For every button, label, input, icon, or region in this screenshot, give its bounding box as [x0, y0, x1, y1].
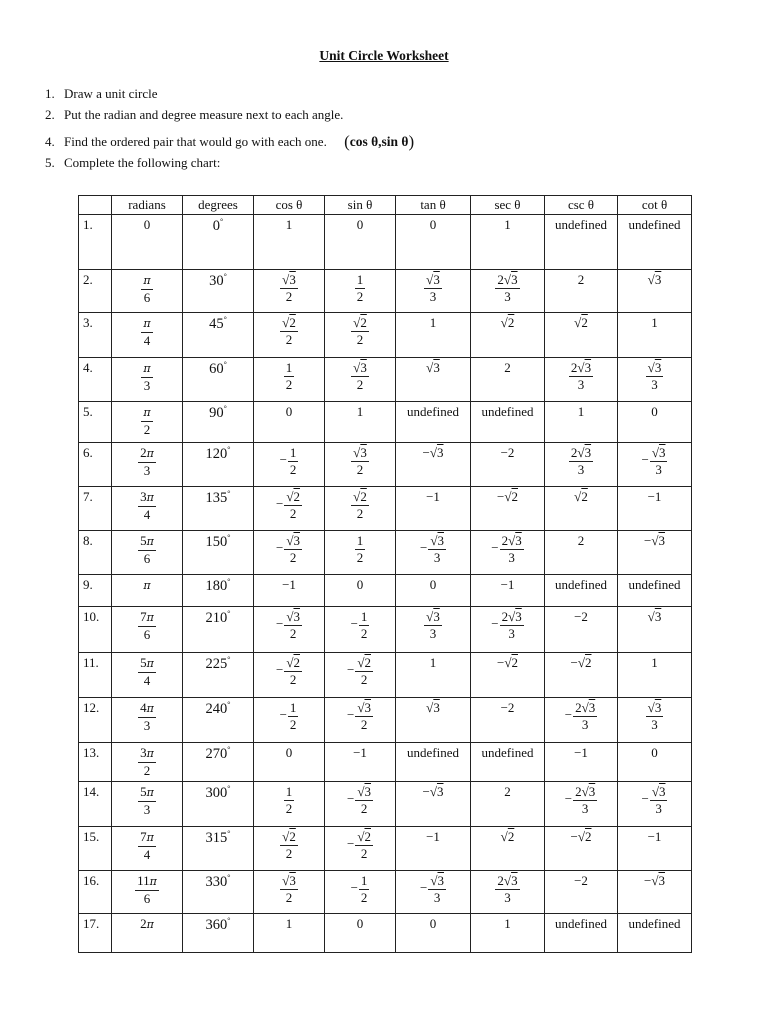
cell-cos: 1 — [254, 215, 325, 270]
table-row — [79, 531, 692, 575]
cell-sin: 0 — [325, 575, 396, 607]
header-cell: degrees — [183, 196, 254, 215]
cell-deg: 210° — [183, 607, 254, 653]
instruction-2 — [45, 107, 343, 123]
cell-cos: − $\frac{1}{2}$ — [254, 443, 325, 487]
cell-sec: −2 — [471, 698, 545, 743]
cell-cos: − $\frac{√3}{2}$ — [254, 531, 325, 575]
cell-csc: −2 — [545, 871, 618, 914]
cell-deg: 30° — [183, 270, 254, 313]
cell-sec: − $\frac{2√3}{3}$ — [471, 531, 545, 575]
instruction-number: 4. — [45, 134, 55, 149]
row-number: 12. — [79, 698, 112, 743]
header-cell: tan θ — [396, 196, 471, 215]
cell-sin: − $\frac{√3}{2}$ — [325, 782, 396, 827]
table-row — [79, 914, 692, 953]
cell-tan: −1 — [396, 827, 471, 871]
row-number: 10. — [79, 607, 112, 653]
cell-cos: − $\frac{1}{2}$ — [254, 698, 325, 743]
cell-sin: − $\frac{√2}{2}$ — [325, 827, 396, 871]
cell-rad: $\frac{3\pi}{2}$ — [112, 743, 183, 782]
cell-tan: 1 — [396, 653, 471, 698]
cell-tan: undefined — [396, 402, 471, 443]
cell-cos: $\frac{√2}{2}$ — [254, 827, 325, 871]
cell-cos: $\frac{√2}{2}$ — [254, 313, 325, 358]
cell-cos: $\frac{1}{2}$ — [254, 782, 325, 827]
row-number: 1. — [79, 215, 112, 270]
cell-cot: undefined — [618, 914, 692, 953]
cell-deg: 360° — [183, 914, 254, 953]
cell-rad: $\frac{5\pi}{4}$ — [112, 653, 183, 698]
worksheet-title: Unit Circle Worksheet — [319, 48, 449, 63]
cell-csc: $\frac{2√3}{3}$ — [545, 443, 618, 487]
cell-sec: 1 — [471, 215, 545, 270]
cell-tan: −√3 — [396, 782, 471, 827]
cell-cos: $\frac{√3}{2}$ — [254, 871, 325, 914]
cell-sec: √2 — [471, 827, 545, 871]
cell-rad: $\frac{\pi}{6}$ — [112, 270, 183, 313]
cell-tan: √3 — [396, 698, 471, 743]
header-cell — [79, 196, 112, 215]
cell-sec: undefined — [471, 743, 545, 782]
cell-rad: $\frac{11\pi}{6}$ — [112, 871, 183, 914]
table-row — [79, 698, 692, 743]
cell-cot: √3 — [618, 270, 692, 313]
cell-deg: 90° — [183, 402, 254, 443]
cell-tan: −1 — [396, 487, 471, 531]
cell-csc: undefined — [545, 215, 618, 270]
cell-cos: − $\frac{√3}{2}$ — [254, 607, 325, 653]
cell-tan: 0 — [396, 914, 471, 953]
table-header-row — [79, 196, 692, 215]
table-row — [79, 575, 692, 607]
cell-csc: −√2 — [545, 827, 618, 871]
cell-sin: $\frac{√2}{2}$ — [325, 313, 396, 358]
row-number: 16. — [79, 871, 112, 914]
row-number: 9. — [79, 575, 112, 607]
cell-sec: − $\frac{2√3}{3}$ — [471, 607, 545, 653]
cell-csc: −1 — [545, 743, 618, 782]
row-number: 14. — [79, 782, 112, 827]
cell-tan: − $\frac{√3}{3}$ — [396, 531, 471, 575]
cell-cot: 0 — [618, 402, 692, 443]
cell-rad: 0 — [112, 215, 183, 270]
cell-deg: 180° — [183, 575, 254, 607]
instruction-number: 1. — [45, 86, 55, 101]
cell-cot: $\frac{√3}{3}$ — [618, 358, 692, 402]
header-cell: sin θ — [325, 196, 396, 215]
cell-sec: √2 — [471, 313, 545, 358]
cell-sin: 0 — [325, 914, 396, 953]
table-row — [79, 607, 692, 653]
cell-sin: 1 — [325, 402, 396, 443]
cell-sin: $\frac{√3}{2}$ — [325, 358, 396, 402]
cell-sec: 1 — [471, 914, 545, 953]
table-row — [79, 270, 692, 313]
table-row — [79, 487, 692, 531]
cell-rad: $\frac{\pi}{3}$ — [112, 358, 183, 402]
table-row — [79, 443, 692, 487]
row-number: 5. — [79, 402, 112, 443]
row-number: 15. — [79, 827, 112, 871]
cell-rad: $\frac{\pi}{4}$ — [112, 313, 183, 358]
cell-sin: $\frac{1}{2}$ — [325, 270, 396, 313]
instruction-1 — [45, 86, 157, 102]
table-row — [79, 782, 692, 827]
cell-cos: 1 — [254, 914, 325, 953]
cell-csc: − $\frac{2√3}{3}$ — [545, 782, 618, 827]
row-number: 2. — [79, 270, 112, 313]
instruction-number: 5. — [45, 155, 55, 170]
cell-cos: − $\frac{√2}{2}$ — [254, 487, 325, 531]
cell-deg: 60° — [183, 358, 254, 402]
instruction-text: Complete the following chart: — [64, 155, 221, 170]
cell-cos: 0 — [254, 743, 325, 782]
header-cell: csc θ — [545, 196, 618, 215]
header-cell: sec θ — [471, 196, 545, 215]
cell-cos: 0 — [254, 402, 325, 443]
cell-sin: −1 — [325, 743, 396, 782]
cell-tan: 1 — [396, 313, 471, 358]
cell-deg: 120° — [183, 443, 254, 487]
row-number: 17. — [79, 914, 112, 953]
cell-rad: $\frac{4\pi}{3}$ — [112, 698, 183, 743]
table-row — [79, 743, 692, 782]
cell-rad: π — [112, 575, 183, 607]
trig-values-table — [78, 195, 692, 953]
cell-csc: −√2 — [545, 653, 618, 698]
header-cell: radians — [112, 196, 183, 215]
cell-sec: $\frac{2√3}{3}$ — [471, 871, 545, 914]
cell-csc: 2 — [545, 531, 618, 575]
cell-cot: $\frac{√3}{3}$ — [618, 698, 692, 743]
cell-sec: −1 — [471, 575, 545, 607]
cell-deg: 45° — [183, 313, 254, 358]
header-cell: cot θ — [618, 196, 692, 215]
cell-tan: 0 — [396, 215, 471, 270]
instruction-text: Draw a unit circle — [64, 86, 158, 101]
cell-cos: − $\frac{√2}{2}$ — [254, 653, 325, 698]
cell-deg: 225° — [183, 653, 254, 698]
cell-tan: − $\frac{√3}{3}$ — [396, 871, 471, 914]
cell-cos: −1 — [254, 575, 325, 607]
instruction-text: Put the radian and degree measure next to each angle. — [64, 107, 344, 122]
cell-sin: $\frac{√3}{2}$ — [325, 443, 396, 487]
cell-sec: $\frac{2√3}{3}$ — [471, 270, 545, 313]
cell-cot: −√3 — [618, 871, 692, 914]
cell-cot: undefined — [618, 215, 692, 270]
cell-cot: −1 — [618, 487, 692, 531]
cell-tan: undefined — [396, 743, 471, 782]
instruction-number: 2. — [45, 107, 55, 122]
cell-cot: 1 — [618, 653, 692, 698]
instruction-4 — [45, 132, 414, 152]
cell-csc: √2 — [545, 313, 618, 358]
cell-tan: √3 — [396, 358, 471, 402]
row-number: 8. — [79, 531, 112, 575]
cell-deg: 315° — [183, 827, 254, 871]
cell-sin: − $\frac{1}{2}$ — [325, 871, 396, 914]
cell-rad: $\frac{3\pi}{4}$ — [112, 487, 183, 531]
cell-cot: − $\frac{√3}{3}$ — [618, 443, 692, 487]
header-cell: cos θ — [254, 196, 325, 215]
cell-cot: − $\frac{√3}{3}$ — [618, 782, 692, 827]
ordered-pair-formula: (cos θ,sin θ) — [344, 132, 415, 151]
cell-csc: 1 — [545, 402, 618, 443]
cell-rad: 2π — [112, 914, 183, 953]
cell-rad: $\frac{7\pi}{4}$ — [112, 827, 183, 871]
cell-rad: $\frac{2\pi}{3}$ — [112, 443, 183, 487]
cell-sec: −2 — [471, 443, 545, 487]
cell-cot: undefined — [618, 575, 692, 607]
cell-sin: $\frac{1}{2}$ — [325, 531, 396, 575]
cell-csc: $\frac{2√3}{3}$ — [545, 358, 618, 402]
cell-csc: undefined — [545, 914, 618, 953]
cell-cot: −1 — [618, 827, 692, 871]
cell-tan: $\frac{√3}{3}$ — [396, 607, 471, 653]
cell-sin: 0 — [325, 215, 396, 270]
cell-cot: 0 — [618, 743, 692, 782]
cell-tan: $\frac{√3}{3}$ — [396, 270, 471, 313]
cell-deg: 135° — [183, 487, 254, 531]
cell-csc: − $\frac{2√3}{3}$ — [545, 698, 618, 743]
cell-rad: $\frac{5\pi}{3}$ — [112, 782, 183, 827]
cell-csc: −2 — [545, 607, 618, 653]
cell-csc: √2 — [545, 487, 618, 531]
row-number: 7. — [79, 487, 112, 531]
cell-deg: 0° — [183, 215, 254, 270]
cell-cot: −√3 — [618, 531, 692, 575]
table-row — [79, 827, 692, 871]
table-row — [79, 313, 692, 358]
cell-sec: −√2 — [471, 487, 545, 531]
table-row — [79, 215, 692, 270]
cell-deg: 330° — [183, 871, 254, 914]
cell-deg: 240° — [183, 698, 254, 743]
cell-sin: $\frac{√2}{2}$ — [325, 487, 396, 531]
cell-cot: 1 — [618, 313, 692, 358]
cell-sin: − $\frac{√2}{2}$ — [325, 653, 396, 698]
cell-sec: 2 — [471, 782, 545, 827]
cell-rad: $\frac{7\pi}{6}$ — [112, 607, 183, 653]
cell-deg: 300° — [183, 782, 254, 827]
row-number: 4. — [79, 358, 112, 402]
instruction-5 — [45, 155, 220, 171]
cell-tan: −√3 — [396, 443, 471, 487]
instruction-text: Find the ordered pair that would go with each one. — [64, 134, 327, 149]
table-row — [79, 653, 692, 698]
cell-sin: − $\frac{√3}{2}$ — [325, 698, 396, 743]
cell-deg: 270° — [183, 743, 254, 782]
cell-csc: undefined — [545, 575, 618, 607]
cell-sec: 2 — [471, 358, 545, 402]
ordered-pair-text: cos θ,sin θ — [349, 134, 409, 149]
cell-rad: $\frac{\pi}{2}$ — [112, 402, 183, 443]
cell-sin: − $\frac{1}{2}$ — [325, 607, 396, 653]
cell-cos: $\frac{√3}{2}$ — [254, 270, 325, 313]
row-number: 3. — [79, 313, 112, 358]
cell-deg: 150° — [183, 531, 254, 575]
row-number: 6. — [79, 443, 112, 487]
cell-sec: undefined — [471, 402, 545, 443]
cell-rad: $\frac{5\pi}{6}$ — [112, 531, 183, 575]
table-row — [79, 358, 692, 402]
cell-cos: $\frac{1}{2}$ — [254, 358, 325, 402]
cell-sec: −√2 — [471, 653, 545, 698]
row-number: 13. — [79, 743, 112, 782]
cell-cot: √3 — [618, 607, 692, 653]
cell-csc: 2 — [545, 270, 618, 313]
cell-tan: 0 — [396, 575, 471, 607]
row-number: 11. — [79, 653, 112, 698]
table-row — [79, 871, 692, 914]
table-row — [79, 402, 692, 443]
